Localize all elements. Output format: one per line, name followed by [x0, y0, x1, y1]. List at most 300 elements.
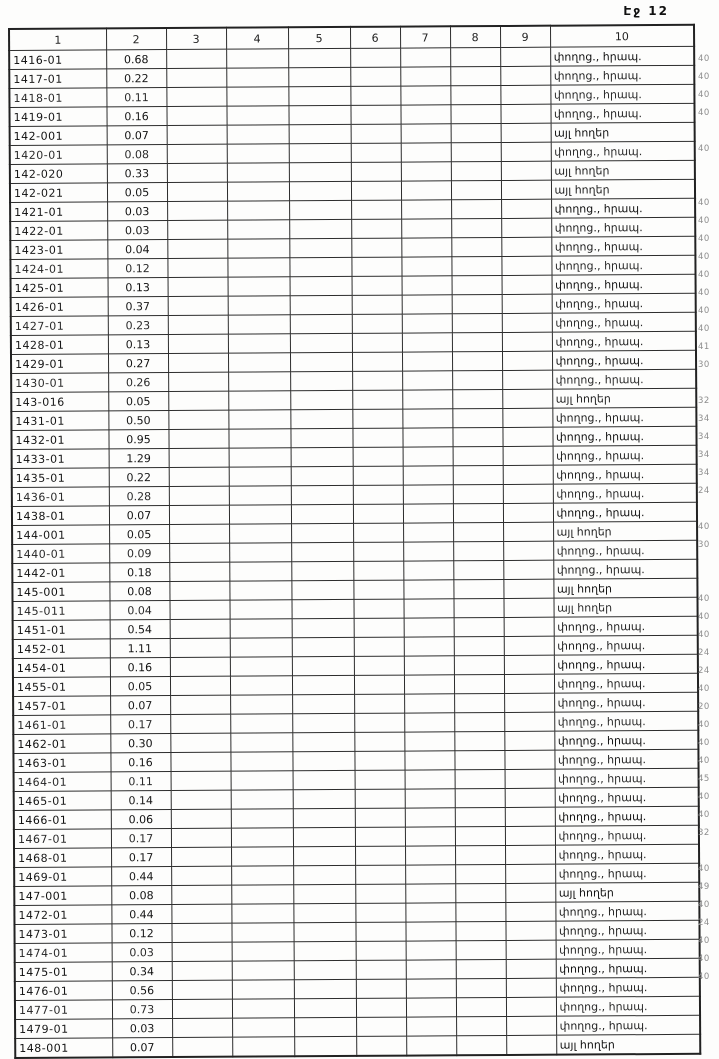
parcel-code-cell: 1436-01: [12, 487, 109, 507]
empty-cell: [288, 105, 350, 124]
empty-cell: [228, 277, 290, 296]
empty-cell: [353, 542, 403, 561]
land-use-cell: փողոց., հրապ.: [552, 407, 696, 427]
empty-cell: [501, 180, 551, 199]
margin-annotation: 40: [698, 108, 710, 118]
empty-cell: [455, 845, 505, 864]
empty-cell: [292, 713, 354, 732]
parcel-code-cell: 1426-01: [11, 297, 108, 317]
area-value-cell: 0.16: [110, 753, 170, 772]
empty-cell: [455, 788, 505, 807]
margin-annotation: 40: [698, 270, 710, 280]
empty-cell: [401, 143, 451, 162]
area-value-cell: 1.11: [110, 639, 170, 658]
parcel-code-cell: 1433-01: [12, 449, 109, 469]
empty-cell: [402, 314, 452, 333]
margin-annotation: 34: [698, 450, 710, 460]
empty-cell: [354, 732, 404, 751]
empty-cell: [229, 600, 291, 619]
parcel-code-cell: 148-001: [15, 1038, 112, 1058]
land-use-cell: փողոց., հրապ.: [550, 103, 694, 123]
column-header: 2: [106, 28, 166, 50]
parcel-code-cell: 1422-01: [10, 221, 107, 241]
empty-cell: [231, 866, 293, 885]
land-use-cell: փողոց., հրապ.: [553, 464, 697, 484]
empty-cell: [500, 47, 550, 66]
margin-annotation: 40: [698, 288, 710, 298]
empty-cell: [400, 48, 450, 67]
empty-cell: [451, 199, 501, 218]
empty-cell: [289, 124, 351, 143]
empty-cell: [455, 902, 505, 921]
empty-cell: [291, 580, 353, 599]
parcel-code-cell: 1424-01: [10, 259, 107, 279]
empty-cell: [504, 731, 554, 750]
land-use-cell: փողոց., հրապ.: [551, 217, 695, 237]
land-use-cell: այլ հողեր: [553, 578, 697, 598]
margin-annotation: 24: [698, 648, 710, 658]
land-use-cell: փողոց., հրապ.: [554, 654, 698, 674]
empty-cell: [452, 313, 502, 332]
empty-cell: [228, 372, 290, 391]
column-header: 3: [166, 28, 226, 50]
empty-cell: [290, 276, 352, 295]
empty-cell: [350, 86, 400, 105]
empty-cell: [505, 921, 555, 940]
empty-cell: [404, 656, 454, 675]
empty-cell: [230, 638, 292, 657]
empty-cell: [404, 751, 454, 770]
land-use-cell: փողոց., հրապ.: [550, 65, 694, 85]
empty-cell: [453, 541, 503, 560]
margin-annotation: 32: [698, 396, 710, 406]
empty-cell: [169, 448, 229, 467]
empty-cell: [352, 314, 402, 333]
column-header: 6: [350, 27, 400, 49]
margin-annotation: 40: [698, 252, 710, 262]
empty-cell: [229, 448, 291, 467]
empty-cell: [455, 826, 505, 845]
empty-cell: [227, 144, 289, 163]
empty-cell: [226, 68, 288, 87]
parcel-code-cell: 144-001: [12, 525, 109, 545]
margin-annotation: 40: [698, 72, 710, 82]
parcel-code-cell: 1427-01: [11, 316, 108, 336]
empty-cell: [505, 902, 555, 921]
empty-cell: [289, 257, 351, 276]
empty-cell: [354, 694, 404, 713]
empty-cell: [455, 864, 505, 883]
empty-cell: [402, 333, 452, 352]
parcel-code-cell: 142-020: [10, 164, 107, 184]
empty-cell: [406, 1017, 456, 1036]
margin-annotation: 40: [698, 324, 710, 334]
area-value-cell: 0.17: [111, 829, 171, 848]
empty-cell: [504, 750, 554, 769]
empty-cell: [170, 619, 230, 638]
parcel-code-cell: 1467-01: [14, 829, 111, 849]
empty-cell: [292, 675, 354, 694]
empty-cell: [356, 979, 406, 998]
empty-cell: [505, 807, 555, 826]
area-value-cell: 0.16: [106, 107, 166, 126]
empty-cell: [501, 123, 551, 142]
empty-cell: [452, 389, 502, 408]
empty-cell: [354, 675, 404, 694]
margin-annotation: [698, 374, 719, 392]
empty-cell: [294, 1017, 356, 1036]
empty-cell: [504, 617, 554, 636]
parcel-code-cell: 1421-01: [10, 202, 107, 222]
area-value-cell: 0.03: [107, 202, 167, 221]
land-use-cell: փողոց., հրապ.: [551, 236, 695, 256]
land-use-cell: փողոց., հրապ.: [552, 369, 696, 389]
empty-cell: [453, 446, 503, 465]
area-value-cell: 0.28: [109, 487, 169, 506]
empty-cell: [352, 371, 402, 390]
empty-cell: [167, 182, 227, 201]
empty-cell: [356, 1036, 406, 1056]
empty-cell: [354, 637, 404, 656]
land-use-cell: փողոց., հրապ.: [555, 768, 699, 788]
area-value-cell: 0.54: [110, 620, 170, 639]
empty-cell: [450, 85, 500, 104]
empty-cell: [169, 581, 229, 600]
empty-cell: [294, 979, 356, 998]
empty-cell: [405, 827, 455, 846]
empty-cell: [502, 313, 552, 332]
empty-cell: [228, 429, 290, 448]
empty-cell: [232, 980, 294, 999]
empty-cell: [294, 998, 356, 1017]
empty-cell: [167, 239, 227, 258]
empty-cell: [293, 789, 355, 808]
parcel-code-cell: 1431-01: [11, 411, 108, 431]
empty-cell: [289, 238, 351, 257]
empty-cell: [228, 296, 290, 315]
land-use-cell: փողոց., հրապ.: [552, 274, 696, 294]
empty-cell: [170, 695, 230, 714]
empty-cell: [353, 504, 403, 523]
empty-cell: [402, 352, 452, 371]
empty-cell: [405, 789, 455, 808]
area-value-cell: 0.12: [111, 924, 171, 943]
parcel-code-cell: 1475-01: [15, 962, 112, 982]
land-use-cell: այլ հողեր: [556, 1034, 700, 1054]
empty-cell: [228, 315, 290, 334]
empty-cell: [289, 219, 351, 238]
empty-cell: [291, 542, 353, 561]
empty-cell: [355, 827, 405, 846]
empty-cell: [292, 656, 354, 675]
land-use-cell: փողոց., հրապ.: [556, 958, 700, 978]
empty-cell: [502, 389, 552, 408]
empty-cell: [356, 941, 406, 960]
margin-annotation: 40: [698, 612, 710, 622]
empty-cell: [168, 429, 228, 448]
empty-cell: [355, 884, 405, 903]
empty-cell: [168, 391, 228, 410]
empty-cell: [228, 410, 290, 429]
area-value-cell: 0.07: [107, 126, 167, 145]
empty-cell: [454, 731, 504, 750]
empty-cell: [353, 599, 403, 618]
empty-cell: [171, 847, 231, 866]
empty-cell: [172, 999, 232, 1018]
empty-cell: [227, 258, 289, 277]
empty-cell: [403, 504, 453, 523]
empty-cell: [502, 427, 552, 446]
area-value-cell: 0.17: [111, 848, 171, 867]
empty-cell: [452, 408, 502, 427]
land-use-cell: փողոց., հրապ.: [550, 46, 694, 66]
empty-cell: [168, 410, 228, 429]
empty-cell: [453, 598, 503, 617]
empty-cell: [291, 561, 353, 580]
empty-cell: [401, 162, 451, 181]
empty-cell: [292, 751, 354, 770]
area-value-cell: 0.09: [109, 544, 169, 563]
margin-annotation: 30: [698, 540, 710, 550]
empty-cell: [167, 220, 227, 239]
empty-cell: [505, 788, 555, 807]
parcel-code-cell: 1432-01: [11, 430, 108, 450]
area-value-cell: 0.06: [111, 810, 171, 829]
margin-annotation: [698, 842, 719, 860]
empty-cell: [403, 599, 453, 618]
empty-cell: [294, 1036, 356, 1056]
empty-cell: [172, 1037, 232, 1057]
empty-cell: [451, 218, 501, 237]
empty-cell: [229, 505, 291, 524]
empty-cell: [294, 960, 356, 979]
land-use-cell: փողոց., հրապ.: [555, 863, 699, 883]
parcel-code-cell: 1420-01: [10, 145, 107, 165]
parcel-code-cell: 1476-01: [15, 981, 112, 1001]
margin-annotation: 40: [698, 54, 710, 64]
empty-cell: [401, 238, 451, 257]
margin-annotation: [698, 500, 719, 518]
empty-cell: [168, 353, 228, 372]
empty-cell: [351, 143, 401, 162]
empty-cell: [503, 522, 553, 541]
page-number-label: Էջ 12: [623, 4, 669, 18]
margin-annotation: 40: [698, 684, 710, 694]
empty-cell: [292, 732, 354, 751]
empty-cell: [505, 769, 555, 788]
empty-cell: [290, 371, 352, 390]
empty-cell: [450, 66, 500, 85]
empty-cell: [503, 503, 553, 522]
empty-cell: [293, 808, 355, 827]
empty-cell: [454, 750, 504, 769]
empty-cell: [293, 827, 355, 846]
empty-cell: [170, 638, 230, 657]
empty-cell: [404, 675, 454, 694]
parcel-code-cell: 1416-01: [9, 50, 106, 70]
area-value-cell: 0.04: [110, 601, 170, 620]
empty-cell: [166, 68, 226, 87]
empty-cell: [501, 161, 551, 180]
empty-cell: [454, 712, 504, 731]
area-value-cell: 0.95: [108, 430, 168, 449]
empty-cell: [502, 408, 552, 427]
empty-cell: [506, 978, 556, 997]
empty-cell: [400, 105, 450, 124]
empty-cell: [504, 693, 554, 712]
scanned-table-area: [8, 24, 701, 1059]
empty-cell: [453, 503, 503, 522]
margin-annotation: 24: [698, 918, 710, 928]
empty-cell: [400, 67, 450, 86]
empty-cell: [290, 409, 352, 428]
empty-cell: [500, 104, 550, 123]
parcel-code-cell: 1466-01: [14, 810, 111, 830]
empty-cell: [293, 903, 355, 922]
area-value-cell: 0.33: [107, 164, 167, 183]
empty-cell: [293, 884, 355, 903]
empty-cell: [503, 465, 553, 484]
land-use-cell: փողոց., հրապ.: [551, 198, 695, 218]
empty-cell: [351, 162, 401, 181]
empty-cell: [292, 637, 354, 656]
empty-cell: [352, 428, 402, 447]
empty-cell: [293, 865, 355, 884]
parcel-code-cell: 1451-01: [13, 620, 110, 640]
empty-cell: [168, 334, 228, 353]
area-value-cell: 0.08: [111, 886, 171, 905]
empty-cell: [506, 959, 556, 978]
empty-cell: [171, 866, 231, 885]
empty-cell: [352, 409, 402, 428]
empty-cell: [293, 846, 355, 865]
margin-annotation: 40: [698, 792, 710, 802]
empty-cell: [227, 125, 289, 144]
empty-cell: [505, 826, 555, 845]
empty-cell: [230, 752, 292, 771]
empty-cell: [354, 713, 404, 732]
empty-cell: [352, 276, 402, 295]
empty-cell: [503, 446, 553, 465]
area-value-cell: 0.44: [111, 905, 171, 924]
empty-cell: [355, 922, 405, 941]
land-use-cell: փողոց., հրապ.: [556, 996, 700, 1016]
empty-cell: [503, 598, 553, 617]
empty-cell: [502, 370, 552, 389]
land-use-cell: այլ հողեր: [552, 388, 696, 408]
empty-cell: [168, 315, 228, 334]
area-value-cell: 0.11: [106, 88, 166, 107]
empty-cell: [167, 201, 227, 220]
empty-cell: [356, 1017, 406, 1036]
margin-annotation: [698, 176, 719, 194]
empty-cell: [501, 199, 551, 218]
margin-annotation: [698, 122, 719, 140]
empty-cell: [232, 961, 294, 980]
empty-cell: [167, 125, 227, 144]
empty-cell: [403, 523, 453, 542]
empty-cell: [353, 523, 403, 542]
parcel-code-cell: 1435-01: [12, 468, 109, 488]
empty-cell: [502, 294, 552, 313]
empty-cell: [454, 655, 504, 674]
land-use-cell: փողոց., հրապ.: [554, 635, 698, 655]
parcel-code-cell: 1452-01: [13, 639, 110, 659]
empty-cell: [455, 769, 505, 788]
area-value-cell: 0.05: [109, 525, 169, 544]
empty-cell: [403, 466, 453, 485]
land-use-cell: փողոց., հրապ.: [551, 255, 695, 275]
empty-cell: [406, 998, 456, 1017]
empty-cell: [401, 200, 451, 219]
empty-cell: [171, 923, 231, 942]
empty-cell: [169, 562, 229, 581]
empty-cell: [405, 903, 455, 922]
land-use-cell: փողոց., հրապ.: [552, 331, 696, 351]
empty-cell: [504, 674, 554, 693]
parcel-code-cell: 1418-01: [9, 88, 106, 108]
empty-cell: [354, 751, 404, 770]
margin-annotation: 40: [698, 234, 710, 244]
parcel-code-cell: 143-016: [11, 392, 108, 412]
empty-cell: [292, 694, 354, 713]
empty-cell: [294, 941, 356, 960]
empty-cell: [502, 351, 552, 370]
parcel-code-cell: 1425-01: [11, 278, 108, 298]
empty-cell: [502, 275, 552, 294]
empty-cell: [453, 484, 503, 503]
empty-cell: [231, 790, 293, 809]
empty-cell: [350, 67, 400, 86]
empty-cell: [500, 66, 550, 85]
margin-annotation: 34: [698, 414, 710, 424]
empty-cell: [290, 428, 352, 447]
column-header: 4: [226, 27, 288, 49]
empty-cell: [352, 390, 402, 409]
empty-cell: [404, 713, 454, 732]
parcel-code-cell: 1429-01: [11, 354, 108, 374]
empty-cell: [288, 67, 350, 86]
empty-cell: [454, 617, 504, 636]
empty-cell: [166, 87, 226, 106]
empty-cell: [405, 808, 455, 827]
empty-cell: [353, 447, 403, 466]
parcel-code-cell: 1455-01: [13, 677, 110, 697]
parcel-code-cell: 145-011: [13, 601, 110, 621]
empty-cell: [232, 1018, 294, 1037]
land-use-cell: փողոց., հրապ.: [556, 977, 700, 997]
area-value-cell: 0.04: [107, 240, 167, 259]
empty-cell: [506, 1035, 556, 1055]
empty-cell: [402, 428, 452, 447]
land-use-cell: փողոց., հրապ.: [555, 825, 699, 845]
empty-cell: [171, 828, 231, 847]
empty-cell: [355, 865, 405, 884]
margin-annotation: 40: [698, 936, 710, 946]
empty-cell: [231, 923, 293, 942]
empty-cell: [356, 960, 406, 979]
empty-cell: [351, 257, 401, 276]
empty-cell: [227, 201, 289, 220]
area-value-cell: 0.73: [112, 1000, 172, 1019]
land-use-cell: փողոց., հրապ.: [553, 502, 697, 522]
margin-annotation: 24: [698, 486, 710, 496]
empty-cell: [226, 87, 288, 106]
margin-annotation: 30: [698, 360, 710, 370]
empty-cell: [169, 505, 229, 524]
parcel-code-cell: 1454-01: [13, 658, 110, 678]
margin-annotation: 40: [698, 144, 710, 154]
